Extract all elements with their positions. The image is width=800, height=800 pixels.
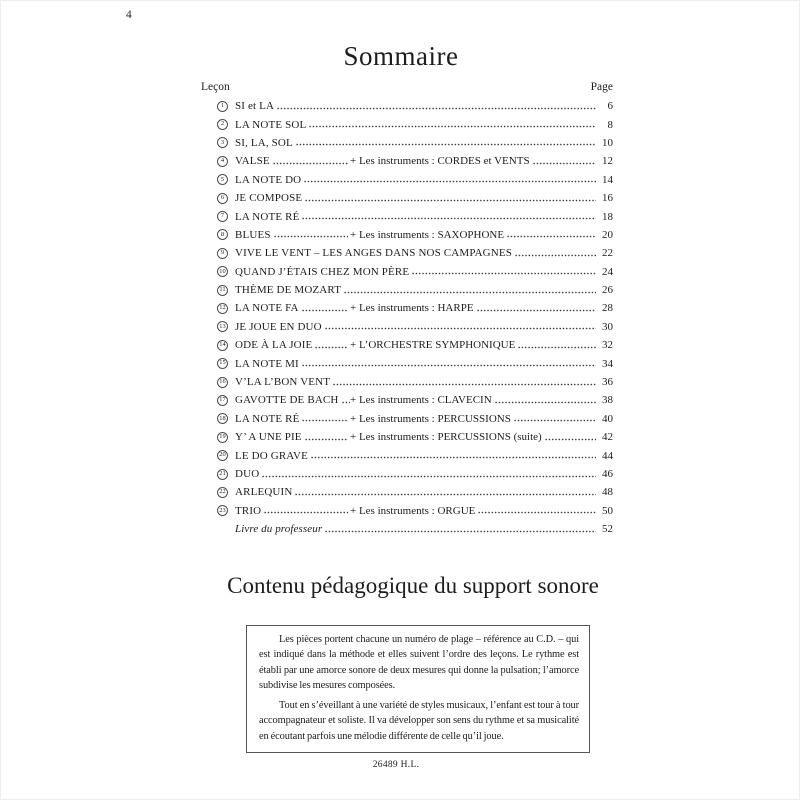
toc-title-segment [235, 247, 598, 259]
lesson-number-badge: 16 [217, 377, 228, 388]
toc-row [201, 152, 613, 170]
dotted-leader [342, 400, 350, 405]
toc-row [201, 373, 613, 391]
toc-row [201, 171, 613, 189]
toc-title-segment [235, 100, 598, 112]
lesson-number-badge: 12 [217, 303, 228, 314]
toc-title-segment [235, 192, 598, 204]
lesson-number-badge: 20 [217, 450, 228, 461]
toc-row [201, 428, 613, 446]
toc-row [201, 207, 613, 225]
lesson-title: DUO [235, 468, 260, 480]
lesson-number-badge: 4 [217, 156, 228, 167]
lesson-number-badge: 7 [217, 211, 228, 222]
dotted-leader [305, 198, 596, 203]
toc-header-row [201, 81, 613, 97]
lesson-title: TRIO [235, 504, 262, 517]
lesson-title: JE COMPOSE [235, 192, 303, 205]
lesson-instruments: + L’ORCHESTRE SYMPHONIQUE [350, 339, 516, 352]
toc-title-segment [235, 155, 350, 167]
toc-title-segment [235, 174, 598, 186]
lesson-instruments: + Les instruments : SAXOPHONE [350, 228, 505, 241]
lesson-number-badge: 17 [217, 395, 228, 406]
toc-title-segment [235, 266, 598, 278]
lesson-number-badge: 5 [217, 174, 228, 185]
dotted-leader [305, 437, 348, 442]
lesson-instruments: + Les instruments : PERCUSSIONS [350, 412, 511, 425]
toc-row [201, 226, 613, 244]
plate-number-footer: 26489 H.L. [372, 760, 420, 770]
lesson-number-badge: 22 [217, 487, 228, 498]
dotted-leader [262, 474, 596, 479]
dotted-leader [302, 363, 596, 368]
lesson-title: SI, LA, SOL [235, 136, 293, 149]
lesson-page-number: 16 [602, 192, 613, 205]
lesson-page-number: 14 [602, 173, 613, 186]
lesson-title: LA NOTE RÉ [235, 210, 300, 223]
dotted-leader [477, 308, 596, 313]
toc-row [201, 410, 613, 428]
toc-row [201, 115, 613, 133]
dotted-leader [302, 308, 348, 313]
toc-title-segment [235, 468, 598, 480]
lesson-page-number: 52 [602, 523, 613, 536]
lesson-number-badge: 14 [217, 340, 228, 351]
toc-row [201, 502, 613, 520]
pedagogy-heading-text: Contenu pédagogique du support sonore [227, 573, 599, 598]
lesson-page-number: 6 [607, 100, 613, 113]
lesson-instruments: + Les instruments : CORDES et VENTS [350, 155, 530, 168]
toc-row [201, 446, 613, 464]
toc-title-segment [235, 137, 598, 149]
lesson-page-number: 48 [602, 486, 613, 499]
table-of-contents [201, 81, 613, 538]
lesson-number-badge: 21 [217, 469, 228, 480]
lesson-column-header: Leçon [201, 81, 230, 93]
dotted-leader [273, 161, 348, 166]
toc-title-segment [235, 284, 598, 296]
lesson-page-number: 40 [602, 412, 613, 425]
lesson-page-number: 10 [602, 136, 613, 149]
dotted-leader [333, 382, 596, 387]
toc-title-segment [235, 431, 350, 443]
lesson-instruments: + Les instruments : PERCUSSIONS (suite) [350, 431, 542, 444]
dotted-leader [495, 400, 596, 405]
lesson-page-number: 20 [602, 228, 613, 241]
lesson-title: ODE À LA JOIE [235, 339, 313, 352]
dotted-leader [344, 290, 596, 295]
lesson-title: GAVOTTE DE BACH [235, 394, 339, 407]
toc-row [201, 336, 613, 354]
lesson-page-number: 44 [602, 449, 613, 462]
dotted-leader [507, 234, 596, 239]
toc-title-segment [235, 413, 350, 425]
dotted-leader [478, 510, 596, 515]
toc-row [201, 281, 613, 299]
lesson-number-badge: 18 [217, 413, 228, 424]
toc-title-segment [235, 486, 598, 498]
lesson-number-badge: 6 [217, 193, 228, 204]
lesson-title: LA NOTE FA [235, 302, 299, 315]
lesson-title: LA NOTE DO [235, 173, 302, 186]
toc-title-segment [235, 523, 598, 535]
dotted-leader [296, 142, 596, 147]
pedagogy-paragraph-1: Les pièces portent chacune un numéro de plage – référence au C.D. – qui est indiqué dans la méthode et elles suivent l’ordre des leçons. Le rythme est établi par une amorce sonore de deux mesures qui donne la pulsation; l’amorce subdivise les mesures composées. [259, 634, 579, 691]
toc-title-segment [235, 302, 350, 314]
page-folio: 4 [126, 9, 132, 21]
dotted-leader [309, 124, 596, 129]
lesson-title: LA NOTE MI [235, 357, 299, 370]
toc-title-segment [235, 339, 350, 351]
lesson-page-number: 26 [602, 284, 613, 297]
toc-row [201, 97, 613, 115]
dotted-leader [274, 234, 348, 239]
toc-row [201, 244, 613, 262]
lesson-number-badge: 10 [217, 266, 228, 277]
lesson-title: Y’ A UNE PIE [235, 431, 302, 444]
pedagogy-heading [1, 573, 800, 599]
toc-title-segment [235, 505, 350, 517]
lesson-title: JE JOUE EN DUO [235, 320, 322, 333]
dotted-leader [302, 216, 596, 221]
toc-title-segment [235, 394, 350, 406]
lesson-page-number: 18 [602, 210, 613, 223]
lesson-title: LA NOTE SOL [235, 118, 307, 131]
pedagogy-box [246, 625, 590, 753]
dotted-leader [514, 418, 596, 423]
lesson-instruments: + Les instruments : HARPE [350, 302, 474, 315]
lesson-page-number: 12 [602, 155, 613, 168]
dotted-leader [304, 179, 596, 184]
toc-row [201, 189, 613, 207]
toc-row [201, 299, 613, 317]
dotted-leader [412, 271, 596, 276]
lesson-page-number: 24 [602, 265, 613, 278]
lesson-page-number: 36 [602, 376, 613, 389]
toc-row [201, 465, 613, 483]
dotted-leader [311, 455, 596, 460]
lesson-title: Livre du professeur [235, 523, 323, 536]
lesson-page-number: 30 [602, 320, 613, 333]
page-title: Sommaire [343, 41, 459, 71]
dotted-leader [515, 253, 596, 258]
lesson-page-number: 8 [607, 118, 613, 131]
lesson-page-number: 32 [602, 339, 613, 352]
dotted-leader [545, 437, 596, 442]
toc-list [201, 97, 613, 538]
toc-row [201, 391, 613, 409]
lesson-number-badge: 9 [217, 248, 228, 259]
lesson-number-badge: 11 [217, 285, 228, 296]
lesson-page-number: 34 [602, 357, 613, 370]
toc-title-segment [235, 450, 598, 462]
dotted-leader [315, 345, 348, 350]
dotted-leader [325, 326, 596, 331]
toc-row [201, 263, 613, 281]
lesson-title: SI et LA [235, 100, 275, 113]
lesson-page-number: 22 [602, 247, 613, 260]
dotted-leader [277, 106, 596, 111]
lesson-page-number: 38 [602, 394, 613, 407]
lesson-page-number: 42 [602, 431, 613, 444]
lesson-number-badge: 3 [217, 137, 228, 148]
dotted-leader [302, 418, 348, 423]
lesson-instruments: + Les instruments : ORGUE [350, 504, 476, 517]
lesson-title: VIVE LE VENT – LES ANGES DANS NOS CAMPAGNES [235, 247, 512, 260]
toc-title-segment [235, 321, 598, 333]
toc-title-segment [235, 211, 598, 223]
lesson-title: LE DO GRAVE [235, 449, 308, 462]
pedagogy-paragraph-2: Tout en s’éveillant à une variété de styles musicaux, l’enfant est tour à tour accompagnateur et soliste. Il va développer son sens du rythme et sa musicalité en écoutant parfois une mélodie différente de celle qu’il joue. [259, 700, 579, 742]
lesson-title: LA NOTE RÉ [235, 412, 300, 425]
lesson-instruments: + Les instruments : CLAVECIN [350, 394, 492, 407]
lesson-page-number: 28 [602, 302, 613, 315]
lesson-page-number: 46 [602, 468, 613, 480]
lesson-title: QUAND J’ÉTAIS CHEZ MON PÈRE [235, 265, 410, 278]
toc-row [201, 520, 613, 538]
dotted-leader [325, 529, 596, 534]
toc-title-segment [235, 229, 350, 241]
lesson-number-badge: 23 [217, 505, 228, 516]
lesson-number-badge: 13 [217, 321, 228, 332]
toc-row [201, 134, 613, 152]
lesson-number-badge: 15 [217, 358, 228, 369]
toc-title-segment [235, 376, 598, 388]
dotted-leader [295, 492, 596, 497]
page-column-header: Page [590, 81, 613, 93]
toc-row [201, 354, 613, 372]
lesson-page-number: 50 [602, 504, 613, 517]
lesson-title: BLUES [235, 228, 271, 241]
dotted-leader [264, 510, 348, 515]
lesson-title: ARLEQUIN [235, 486, 293, 499]
lesson-title: V’LA L’BON VENT [235, 376, 331, 389]
lesson-title: THÈME DE MOZART [235, 284, 342, 297]
lesson-number-badge: 1 [217, 101, 228, 112]
toc-row [201, 483, 613, 501]
toc-title-segment [235, 119, 598, 131]
dotted-leader [533, 161, 596, 166]
lesson-number-badge: 2 [217, 119, 228, 130]
toc-row [201, 318, 613, 336]
lesson-title: VALSE [235, 155, 270, 168]
lesson-number-badge: 19 [217, 432, 228, 443]
dotted-leader [518, 345, 596, 350]
toc-title-segment [235, 358, 598, 370]
lesson-number-badge: 8 [217, 229, 228, 240]
